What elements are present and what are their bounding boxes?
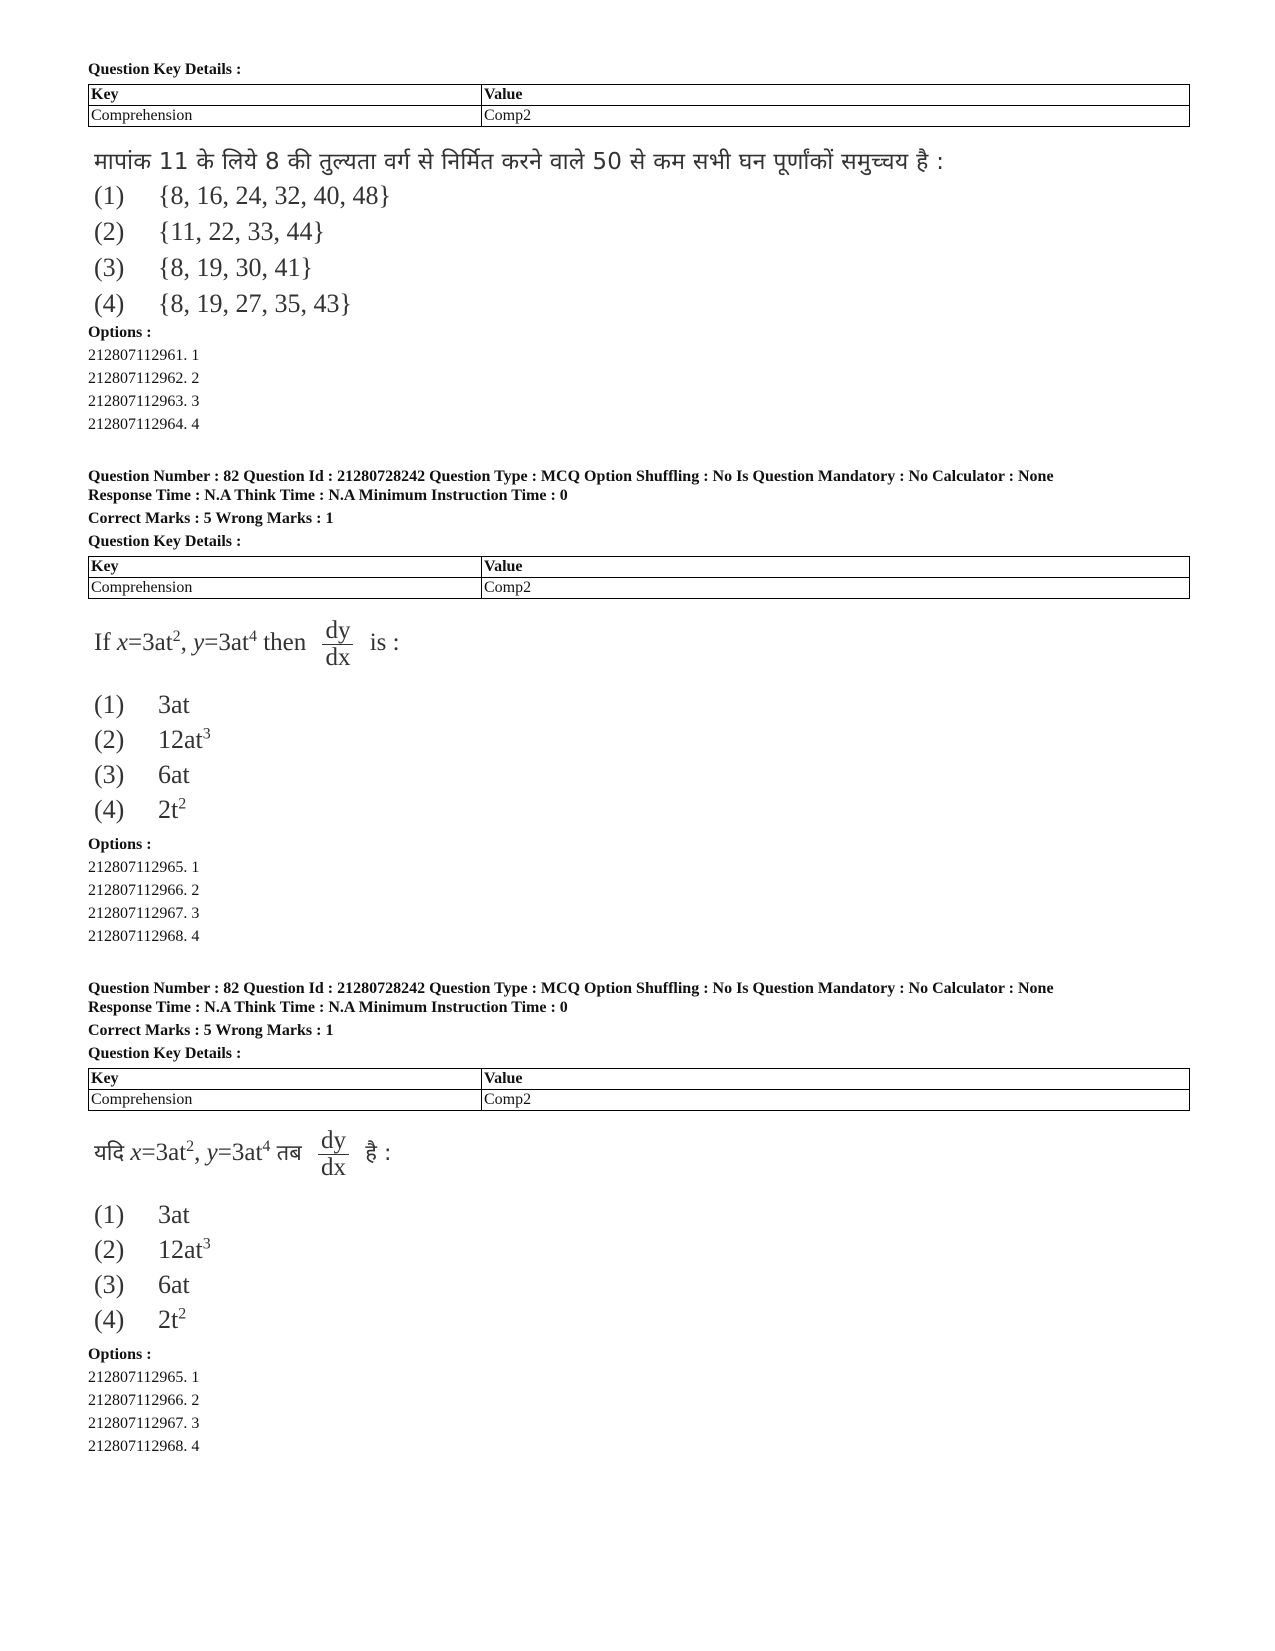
marks-line: Correct Marks : 5 Wrong Marks : 1 xyxy=(88,1022,334,1039)
value-header: Value xyxy=(482,85,1190,106)
choice-item: (3) {8, 19, 30, 41} xyxy=(94,253,313,282)
key-cell: Comprehension xyxy=(89,1090,482,1111)
key-cell: Comprehension xyxy=(89,106,482,127)
key-details-table-3 xyxy=(88,1068,1190,1111)
choice-item: (3) 6at xyxy=(94,1270,190,1299)
table-row xyxy=(89,578,1190,599)
table-row xyxy=(89,1090,1190,1111)
question-key-details-label-3: Question Key Details : xyxy=(88,1045,242,1062)
option-id-list-1 xyxy=(88,344,199,436)
key-header: Key xyxy=(89,85,482,106)
question-meta-line2: Response Time : N.A Think Time : N.A Minimum Instruction Time : 0 xyxy=(88,999,568,1016)
derivative-fraction: $\frac{dy}{dx}$ xyxy=(318,1128,349,1181)
value-header: Value xyxy=(482,557,1190,578)
options-label-3: Options : xyxy=(88,1346,152,1363)
choice-list-2 xyxy=(94,690,211,830)
options-label-1: Options : xyxy=(88,324,152,341)
value-header: Value xyxy=(482,1069,1190,1090)
option-id: 212807112967. 3 xyxy=(88,905,200,922)
question-key-details-label-2: Question Key Details : xyxy=(88,533,242,550)
choice-list-1 xyxy=(94,181,391,325)
choice-list-3 xyxy=(94,1200,211,1340)
key-details-table-1 xyxy=(88,84,1190,127)
value-cell: Comp2 xyxy=(482,106,1190,127)
choice-item: (4) $2t^2$ xyxy=(94,795,187,824)
choice-item: (2) $12at^3$ xyxy=(94,1235,211,1264)
choice-item: (1) 3at xyxy=(94,690,190,719)
table-header-row xyxy=(89,1069,1190,1090)
key-header: Key xyxy=(89,1069,482,1090)
choice-item: (2) $12at^3$ xyxy=(94,725,211,754)
choice-item: (2) {11, 22, 33, 44} xyxy=(94,217,325,246)
value-cell: Comp2 xyxy=(482,578,1190,599)
option-id: 212807112966. 2 xyxy=(88,1392,200,1409)
derivative-fraction: $\frac{dy}{dx}$ xyxy=(322,618,353,671)
choice-item: (3) 6at xyxy=(94,760,190,789)
question-text-english: If $x=3at^2$, $y=3at^4$ then $\frac{dy}{dx}$ is : xyxy=(94,617,400,671)
value-cell: Comp2 xyxy=(482,1090,1190,1111)
question-meta-line1: Question Number : 82 Question Id : 21280728242 Question Type : MCQ Option Shuffling : No Is Question Mandatory : No Calculator : None xyxy=(88,468,1054,485)
choice-item: (4) $2t^2$ xyxy=(94,1305,187,1334)
option-id: 212807112968. 4 xyxy=(88,1438,200,1455)
option-id: 212807112965. 1 xyxy=(88,1369,200,1386)
option-id: 212807112967. 3 xyxy=(88,1415,200,1432)
options-label-2: Options : xyxy=(88,836,152,853)
option-id: 212807112965. 1 xyxy=(88,859,200,876)
option-id: 212807112964. 4 xyxy=(88,416,200,433)
question-key-details-label-1: Question Key Details : xyxy=(88,61,242,78)
question-meta-line1: Question Number : 82 Question Id : 21280728242 Question Type : MCQ Option Shuffling : No Is Question Mandatory : No Calculator : None xyxy=(88,980,1054,997)
option-id-list-3 xyxy=(88,1366,199,1458)
question-meta-line2: Response Time : N.A Think Time : N.A Minimum Instruction Time : 0 xyxy=(88,487,568,504)
option-id: 212807112963. 3 xyxy=(88,393,200,410)
choice-item: (1) {8, 16, 24, 32, 40, 48} xyxy=(94,181,391,210)
option-id: 212807112961. 1 xyxy=(88,347,200,364)
marks-line: Correct Marks : 5 Wrong Marks : 1 xyxy=(88,510,334,527)
table-header-row xyxy=(89,85,1190,106)
question-text-hindi: मापांक 11 के लिये 8 की तुल्यता वर्ग से निर्मित करने वाले 50 से कम सभी घन पूर्णांकों समुच्चय है : xyxy=(94,149,945,175)
key-details-table-2 xyxy=(88,556,1190,599)
choice-item: (4) {8, 19, 27, 35, 43} xyxy=(94,289,352,318)
key-header: Key xyxy=(89,557,482,578)
option-id: 212807112966. 2 xyxy=(88,882,200,899)
question-text-hindi-math: यदि $x=3at^2$, $y=3at^4$ तब $\frac{dy}{dx}$ है : xyxy=(94,1127,392,1181)
key-cell: Comprehension xyxy=(89,578,482,599)
option-id-list-2 xyxy=(88,856,199,948)
table-header-row xyxy=(89,557,1190,578)
option-id: 212807112968. 4 xyxy=(88,928,200,945)
choice-item: (1) 3at xyxy=(94,1200,190,1229)
option-id: 212807112962. 2 xyxy=(88,370,200,387)
table-row xyxy=(89,106,1190,127)
